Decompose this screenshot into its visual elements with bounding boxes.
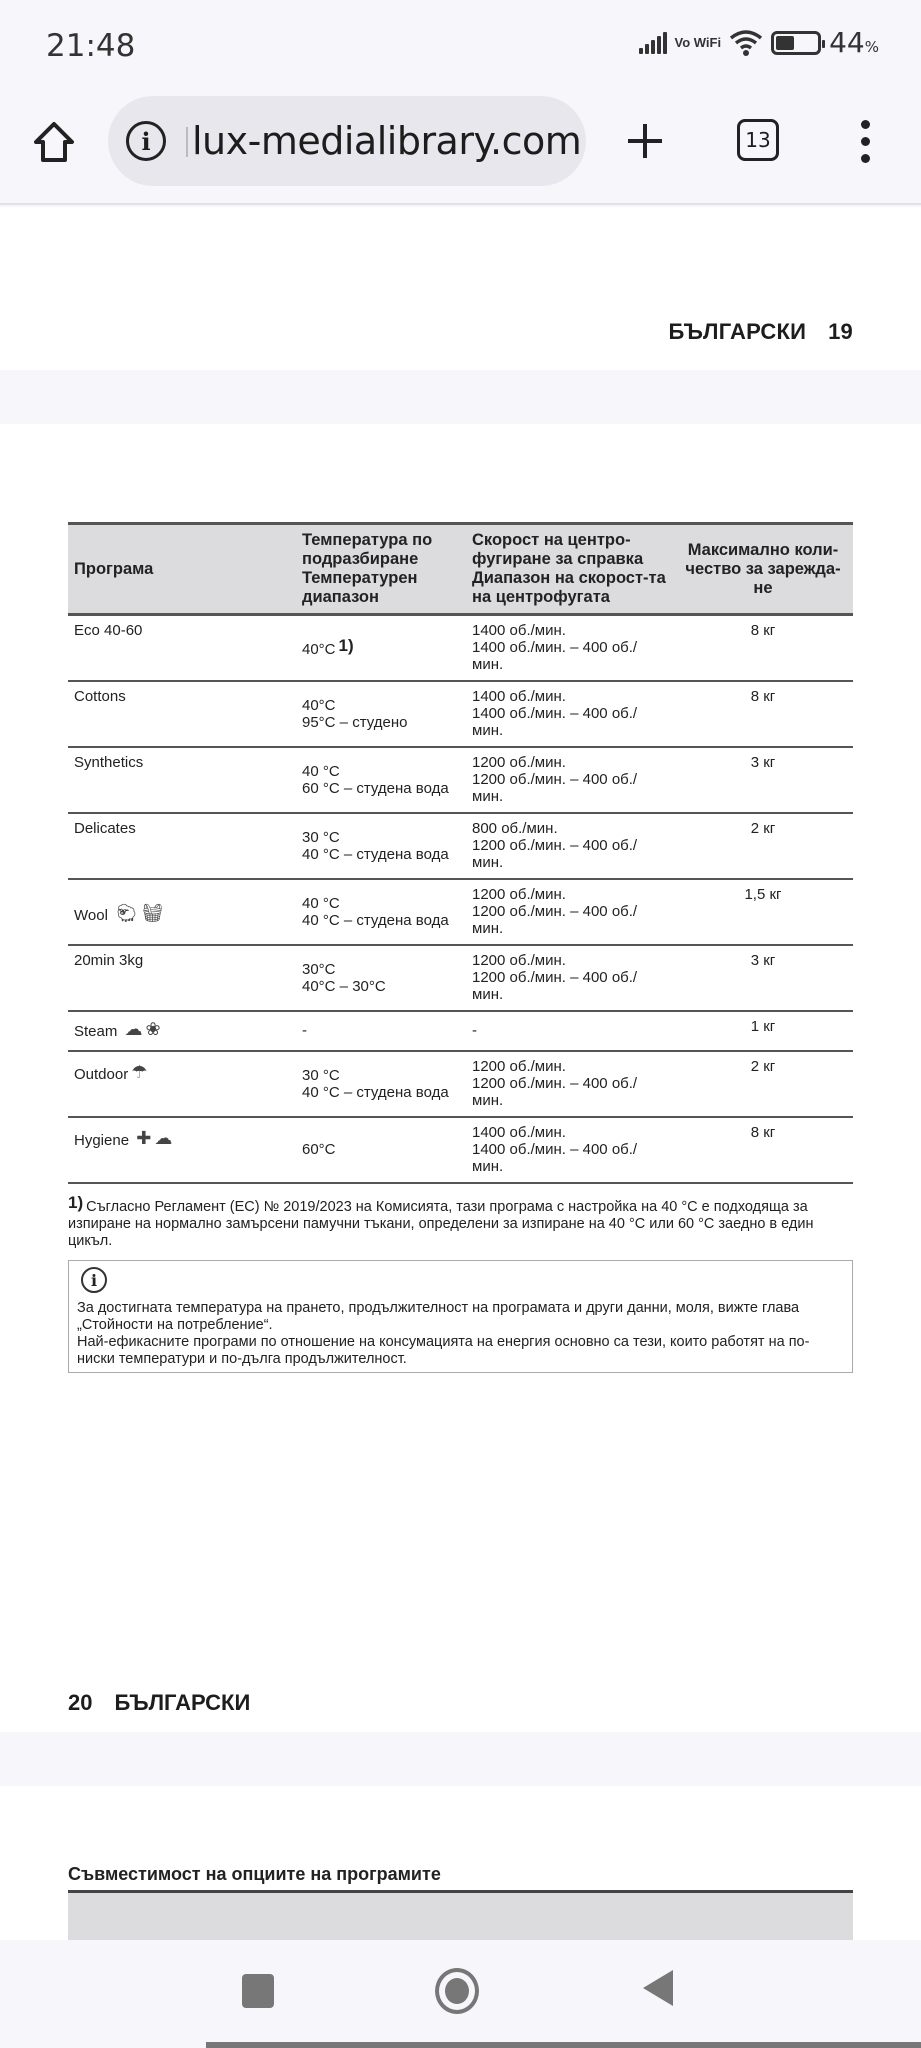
program-load: 1 кг	[750, 1017, 776, 1035]
header-temperature: Температура по подразбиране Температурен диапазон	[302, 531, 433, 606]
header-program: Програма	[74, 559, 154, 578]
info-line-1: За достигната температура на прането, продължителност на програмата и други данни, моля, вижте глава „Стойности на потребление“.	[77, 1300, 800, 1333]
table-row	[68, 879, 853, 945]
page-header-20: 20 БЪЛГАРСКИ	[68, 1690, 251, 1715]
recents-button[interactable]	[242, 1974, 274, 2008]
program-name: Eco 40-60	[74, 622, 143, 639]
tab-switcher-button[interactable]: 13	[737, 119, 779, 161]
browser-toolbar	[0, 92, 921, 205]
cross-icon: ✚︎	[136, 1127, 152, 1148]
program-load: 8 кг	[750, 622, 776, 639]
program-temperature: 40°C 95°C – студено	[302, 696, 408, 731]
section-title: Съвместимост на опциите на програмите	[68, 1864, 441, 1884]
program-load: 2 кг	[750, 819, 776, 837]
system-nav-bar	[0, 1940, 921, 2048]
program-load: 3 кг	[750, 753, 776, 771]
header-max-load: Максимално коли-чество за зарежда-не	[685, 540, 841, 597]
status-bar	[0, 0, 921, 92]
table-row	[68, 1117, 853, 1183]
home-circle-icon	[445, 1978, 469, 2004]
program-spin: 1200 об./мин. 1200 об./мин. – 400 об./ мин.	[472, 753, 638, 805]
program-spin: 1200 об./мин. 1200 об./мин. – 400 об./ мин.	[472, 1057, 638, 1109]
header-spin-speed: Скорост на центро-фугиране за справка Диапазон на скорост-та на центрофугата	[472, 531, 666, 606]
wifi-icon	[729, 29, 763, 57]
horizontal-scrollbar[interactable]	[206, 2042, 921, 2048]
table-header-row	[68, 524, 853, 615]
vowifi-label: Vo WiFi	[674, 35, 722, 50]
program-spin: 1200 об./мин. 1200 об./мин. – 400 об./ мин.	[472, 951, 638, 1003]
program-spin: 1400 об./мин. 1400 об./мин. – 400 об./ мин.	[472, 1123, 638, 1175]
program-name: Steam	[74, 1023, 118, 1040]
table-row	[68, 747, 853, 813]
footnote-ref[interactable]: 1)	[338, 636, 354, 656]
table-row	[68, 945, 853, 1011]
footnote-text: Съгласно Регламент (ЕС) № 2019/2023 на Комисията, тази програма с настройка на 40 °C е подходяща за изпиране на нормално замърсени памучни тъкани, определени за изпиране на 40 °C или 60 °C заедно в един цикъл.	[68, 1199, 814, 1249]
home-nav-button[interactable]	[435, 1968, 479, 2014]
new-tab-button[interactable]	[620, 116, 670, 166]
program-name: Outdoor	[74, 1065, 129, 1083]
back-button[interactable]	[643, 1970, 673, 2006]
footnote-marker: 1)	[68, 1193, 84, 1212]
program-temperature: 60°C	[302, 1141, 336, 1158]
home-icon	[32, 120, 76, 164]
program-name-cell	[68, 879, 296, 945]
more-vert-icon	[861, 120, 870, 129]
table-row	[68, 813, 853, 879]
program-load: 2 кг	[750, 1057, 776, 1075]
status-time: 21:48	[46, 28, 136, 64]
program-name: 20min 3kg	[74, 951, 144, 969]
program-name: Wool	[74, 907, 108, 924]
info-icon: i	[81, 1267, 107, 1293]
home-button[interactable]	[28, 116, 80, 168]
status-icons	[639, 26, 880, 59]
program-temperature: 40°C 1)	[302, 636, 354, 659]
program-name: Delicates	[74, 819, 136, 837]
pdf-page-20	[0, 424, 921, 1732]
battery-percent: 44%	[829, 26, 879, 59]
wool-icon: 🐑︎	[115, 903, 138, 923]
battery-icon	[771, 31, 821, 55]
footnote	[68, 1194, 853, 1250]
program-spin: -	[472, 1022, 477, 1039]
program-load: 8 кг	[750, 687, 776, 705]
program-spin: 800 об./мин. 1200 об./мин. – 400 об./ мин.	[472, 819, 638, 871]
program-load: 1,5 кг	[744, 885, 782, 903]
info-box	[68, 1260, 853, 1373]
url-text[interactable]: lux-medialibrary.com	[186, 119, 581, 163]
page-header-19: БЪЛГАРСКИ 19	[668, 319, 853, 344]
table-row	[68, 615, 853, 681]
steam-icon: ☁︎	[154, 1127, 173, 1148]
table-row	[68, 1011, 853, 1051]
program-name-cell	[68, 1011, 296, 1051]
program-temperature: 30 °C 40 °C – студена вода	[302, 828, 449, 863]
program-load: 3 кг	[750, 951, 776, 969]
outdoor-icon: ☂︎	[131, 1061, 148, 1082]
info-line-2: Най-ефикасните програми по отношение на консумацията на енергия основно са тези, които работят на по-ниски температури и по-дълга продължителност.	[77, 1334, 810, 1367]
program-temperature: 30 °C 40 °C – студена вода	[302, 1066, 449, 1101]
program-temperature: 40 °C 60 °C – студена вода	[302, 762, 449, 797]
plus-icon	[625, 121, 665, 161]
program-name: Hygiene	[74, 1131, 130, 1149]
program-spin: 1200 об./мин. 1200 об./мин. – 400 об./ мин.	[472, 885, 638, 937]
program-spin: 1400 об./мин. 1400 об./мин. – 400 об./ мин.	[472, 687, 638, 739]
table-row	[68, 681, 853, 747]
more-menu-button[interactable]	[850, 116, 880, 166]
site-info-icon[interactable]: i	[126, 121, 166, 161]
program-temperature: 30°C 40°C – 30°C	[302, 960, 386, 995]
program-temperature: -	[302, 1022, 307, 1039]
program-temperature: 40 °C 40 °C – студена вода	[302, 894, 449, 929]
address-bar[interactable]	[108, 96, 586, 186]
program-name: Cottons	[74, 687, 126, 705]
program-spin: 1400 об./мин. 1400 об./мин. – 400 об./ мин.	[472, 622, 638, 673]
program-name-cell	[68, 1117, 296, 1183]
pdf-page-19	[0, 207, 921, 370]
program-name-cell	[68, 1051, 296, 1117]
program-load: 8 кг	[750, 1123, 776, 1141]
table-row	[68, 1051, 853, 1117]
program-name: Synthetics	[74, 753, 144, 771]
steam-icon: ☁︎	[124, 1019, 143, 1039]
cell-signal-icon	[639, 32, 667, 54]
refresh-icon: ❀	[145, 1019, 161, 1039]
handwash-icon: 🧺︎	[140, 903, 164, 923]
program-table	[68, 522, 853, 1184]
